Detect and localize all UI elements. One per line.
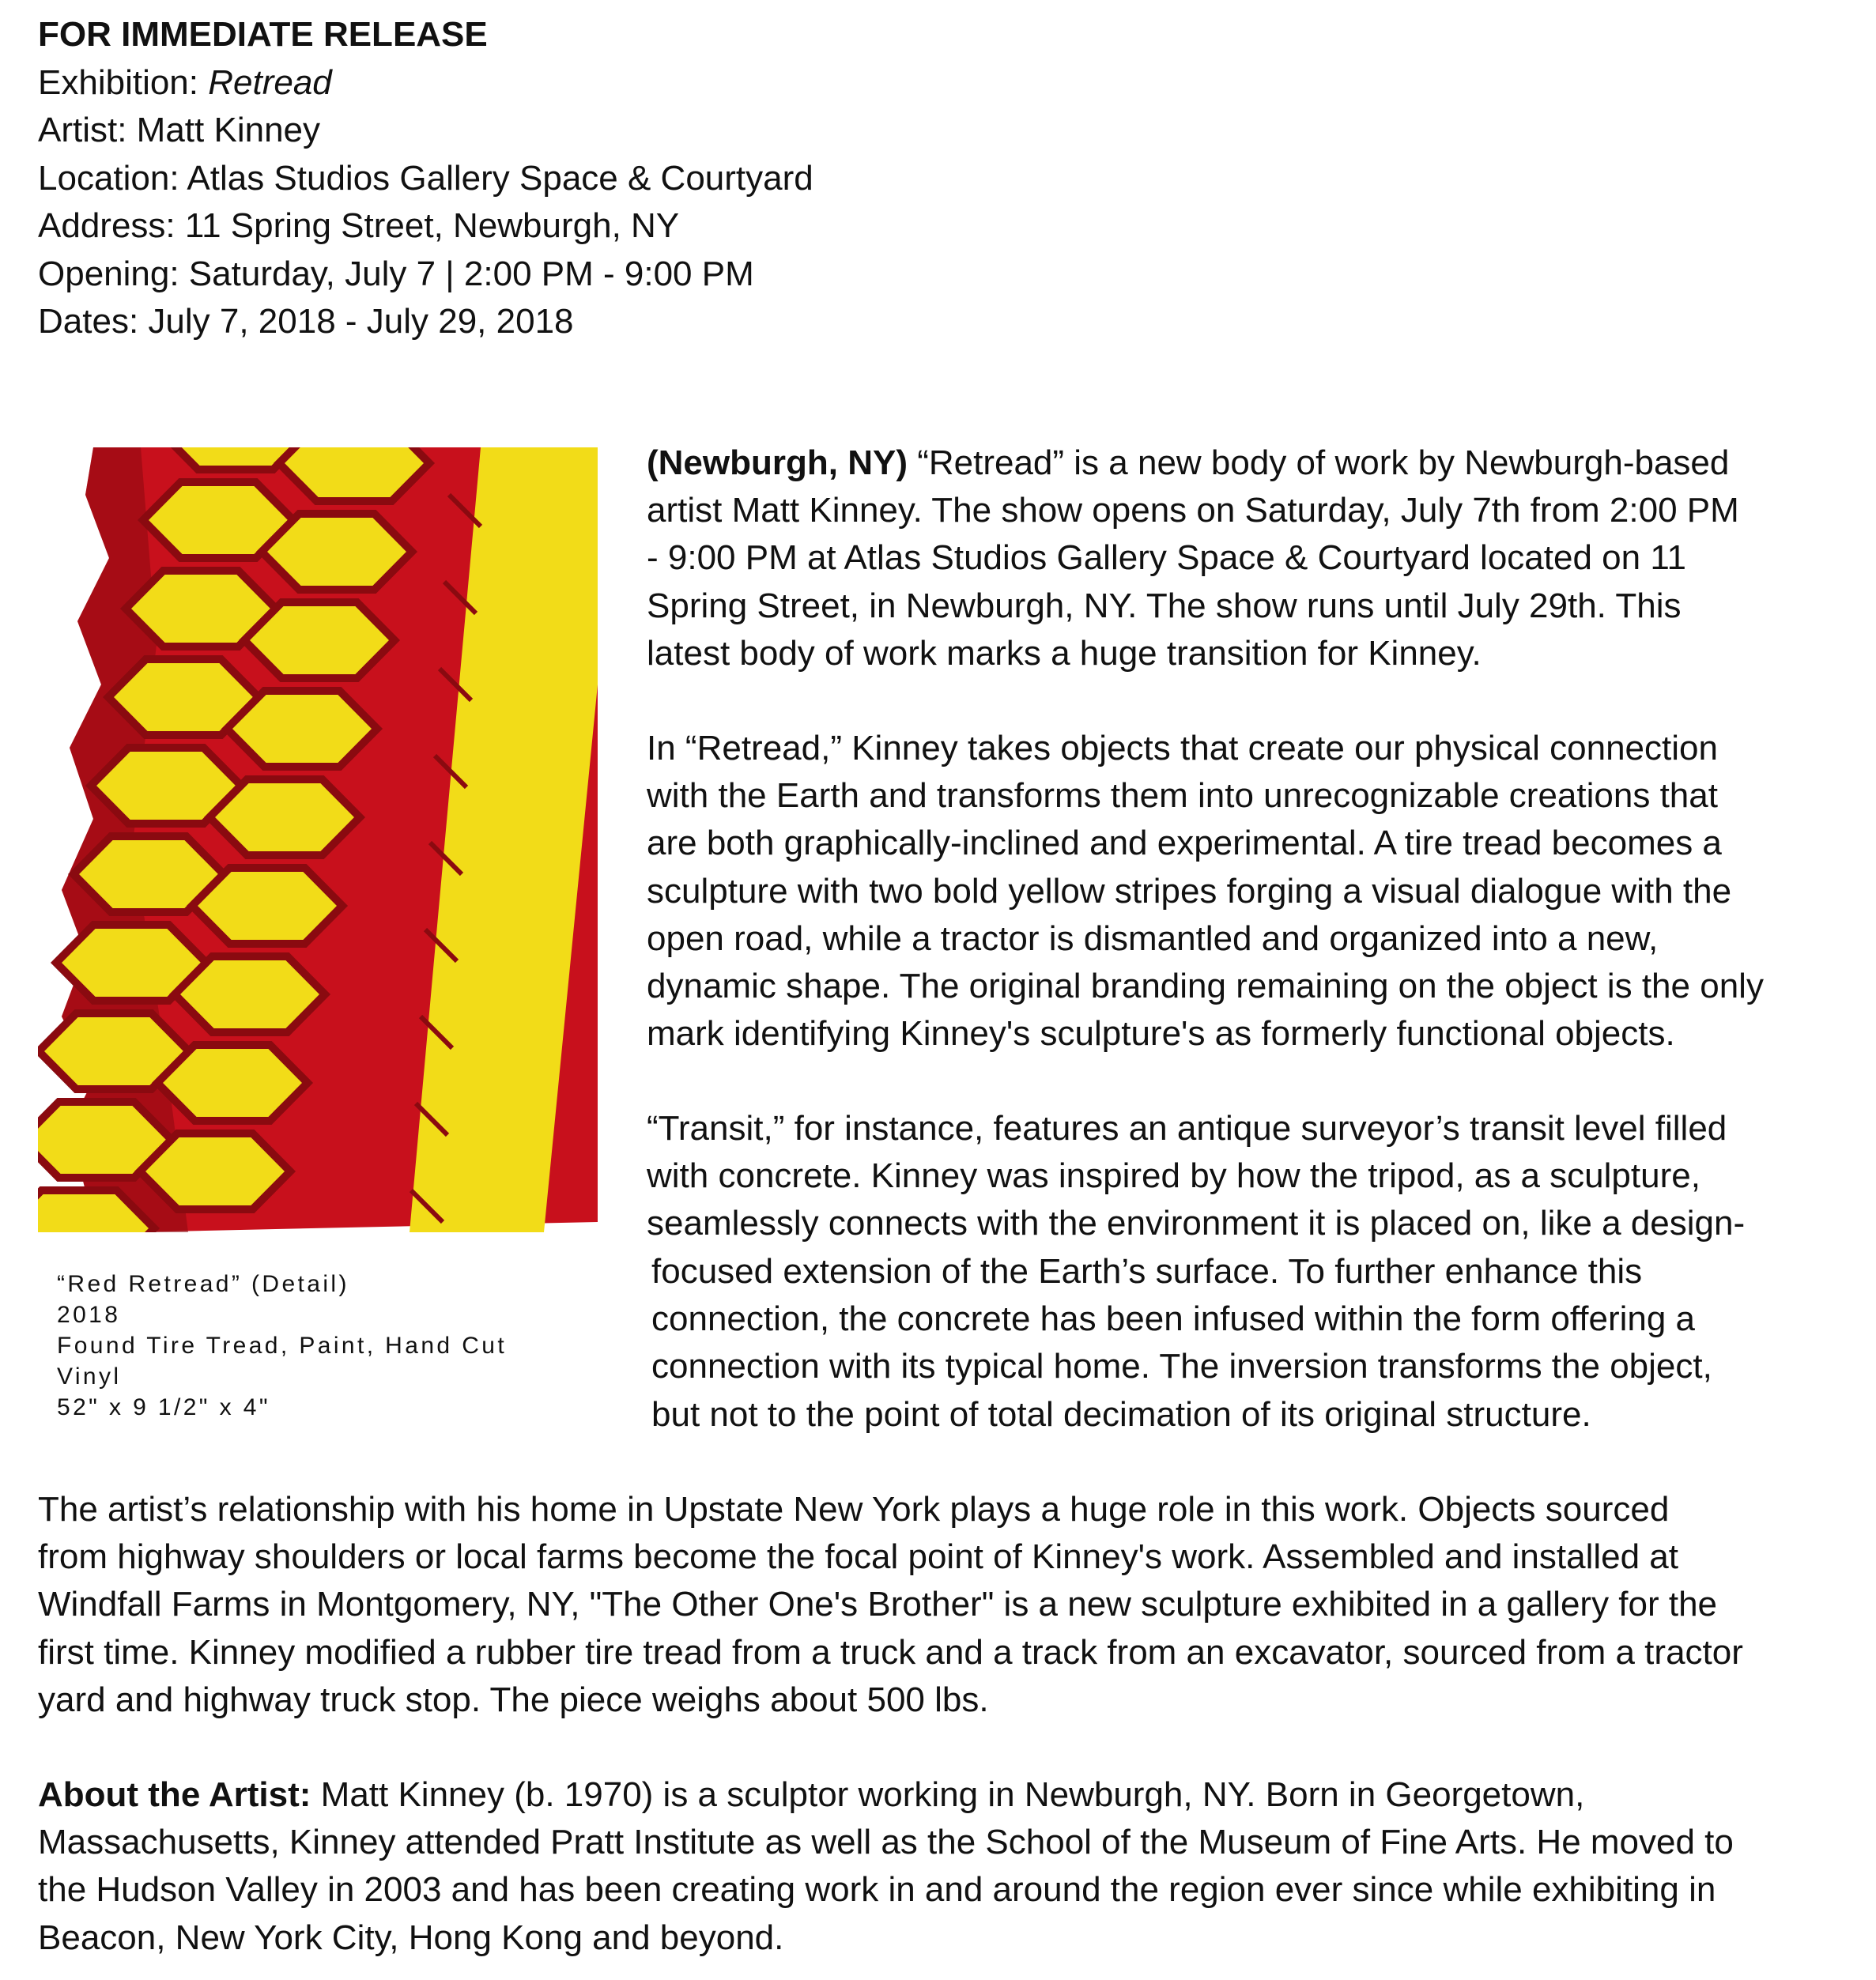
text-line: but not to the point of total decimation of its original structure.: [651, 1394, 1591, 1434]
hex-lug: [157, 1045, 308, 1121]
text-line: artist Matt Kinney. The show opens on Saturday, July 7th from 2:00 PM: [647, 491, 1739, 530]
text-line: yard and highway truck stop. The piece weighs about 500 lbs.: [38, 1680, 989, 1719]
caption-dimensions: 52" x 9 1/2" x 4": [57, 1394, 270, 1420]
text-line: Spring Street, in Newburgh, NY. The show runs until July 29th. This: [647, 586, 1682, 625]
text-line: with the Earth and transforms them into unrecognizable creations that: [647, 776, 1718, 816]
text-line: connection, the concrete has been infused within the form offering a: [651, 1299, 1696, 1339]
paragraph-intro: [647, 439, 1739, 677]
paragraph-retread: [647, 725, 1764, 1058]
text-line: sculpture with two bold yellow stripes forging a visual dialogue with the: [647, 871, 1732, 911]
text-line: mark identifying Kinney's sculpture's as formerly functional objects.: [647, 1014, 1675, 1054]
text-line: first time. Kinney modified a rubber tire tread from a truck and a track from an excavator, sourced from a tractor: [38, 1632, 1743, 1672]
artist-line: Artist: Matt Kinney: [38, 111, 321, 149]
text-line: latest body of work marks a huge transition for Kinney.: [647, 633, 1482, 673]
caption-medium: Found Tire Tread, Paint, Hand Cut: [57, 1333, 508, 1359]
text-line: focused extension of the Earth’s surface. To further enhance this: [651, 1252, 1643, 1291]
caption-medium-cont: Vinyl: [57, 1363, 122, 1390]
text-line: with concrete. Kinney was inspired by how the tripod, as a sculpture,: [647, 1156, 1700, 1196]
hex-lug: [140, 1133, 290, 1209]
location-line: Location: Atlas Studios Gallery Space & Courtyard: [38, 158, 813, 198]
exhibition-line: [38, 59, 813, 107]
hex-lug: [175, 956, 325, 1032]
opening-line: Opening: Saturday, July 7 | 2:00 PM - 9:00 PM: [38, 254, 754, 293]
caption-title: “Red Retread” (Detail): [57, 1271, 349, 1297]
hex-lug: [262, 514, 412, 590]
text-line: dynamic shape. The original branding remaining on the object is the only: [647, 967, 1764, 1006]
paragraph-transit: [647, 1105, 1745, 1248]
text-line: connection with its typical home. The inversion transforms the object,: [651, 1347, 1712, 1386]
text-line: open road, while a tractor is dismantled and organized into a new,: [647, 918, 1659, 958]
text-line: seamlessly connects with the environment it is placed on, like a design-: [647, 1204, 1746, 1243]
about-heading: About the Artist:: [38, 1775, 311, 1814]
artwork-caption: [57, 1269, 595, 1423]
text-line: In “Retread,” Kinney takes objects that create our physical connection: [647, 729, 1718, 767]
caption-year: 2018: [57, 1302, 121, 1328]
text-line: from highway shoulders or local farms become the focal point of Kinney's work. Assembled and installed at: [38, 1537, 1679, 1577]
paragraph-upstate: [38, 1486, 1743, 1724]
paragraph-transit-cont: [651, 1248, 1712, 1439]
text-line: Windfall Farms in Montgomery, NY, "The Other One's Brother" is a new sculpture exhibited in a gallery for the: [38, 1585, 1718, 1624]
paragraph-about-artist: [38, 1771, 1734, 1962]
hex-lug: [209, 779, 360, 855]
text-line: Massachusetts, Kinney attended Pratt Institute as well as the School of the Museum of Fine Arts. He moved to: [38, 1823, 1734, 1862]
hex-lug: [244, 602, 394, 678]
text-line: “Transit,” for instance, features an antique surveyor’s transit level filled: [647, 1109, 1727, 1148]
text-line: - 9:00 PM at Atlas Studios Gallery Space & Courtyard located on 11: [647, 538, 1686, 578]
exhibition-label: Exhibition:: [38, 62, 209, 102]
text-line: are both graphically-inclined and experimental. A tire tread becomes a: [647, 824, 1722, 863]
dateline: (Newburgh, NY): [647, 443, 908, 482]
text-line: Matt Kinney (b. 1970) is a sculptor working in Newburgh, NY. Born in Georgetown,: [311, 1775, 1585, 1814]
release-title: FOR IMMEDIATE RELEASE: [38, 15, 488, 54]
release-header: [38, 11, 813, 346]
text-line: Beacon, New York City, Hong Kong and beyond.: [38, 1918, 784, 1957]
text-line: “Retread” is a new body of work by Newburgh-based: [907, 443, 1730, 482]
artwork-image: [38, 447, 598, 1232]
dates-line: Dates: July 7, 2018 - July 29, 2018: [38, 302, 574, 341]
text-line: the Hudson Valley in 2003 and has been creating work in and around the region ever since while exhibiting in: [38, 1870, 1716, 1910]
address-line: Address: 11 Spring Street, Newburgh, NY: [38, 206, 680, 245]
hex-lug: [192, 868, 342, 944]
text-line: The artist’s relationship with his home in Upstate New York plays a huge role in this work. Objects sourced: [38, 1490, 1670, 1529]
exhibition-name: Retread: [208, 62, 332, 102]
red-retread-image: [38, 447, 598, 1232]
hex-lug: [227, 691, 377, 767]
